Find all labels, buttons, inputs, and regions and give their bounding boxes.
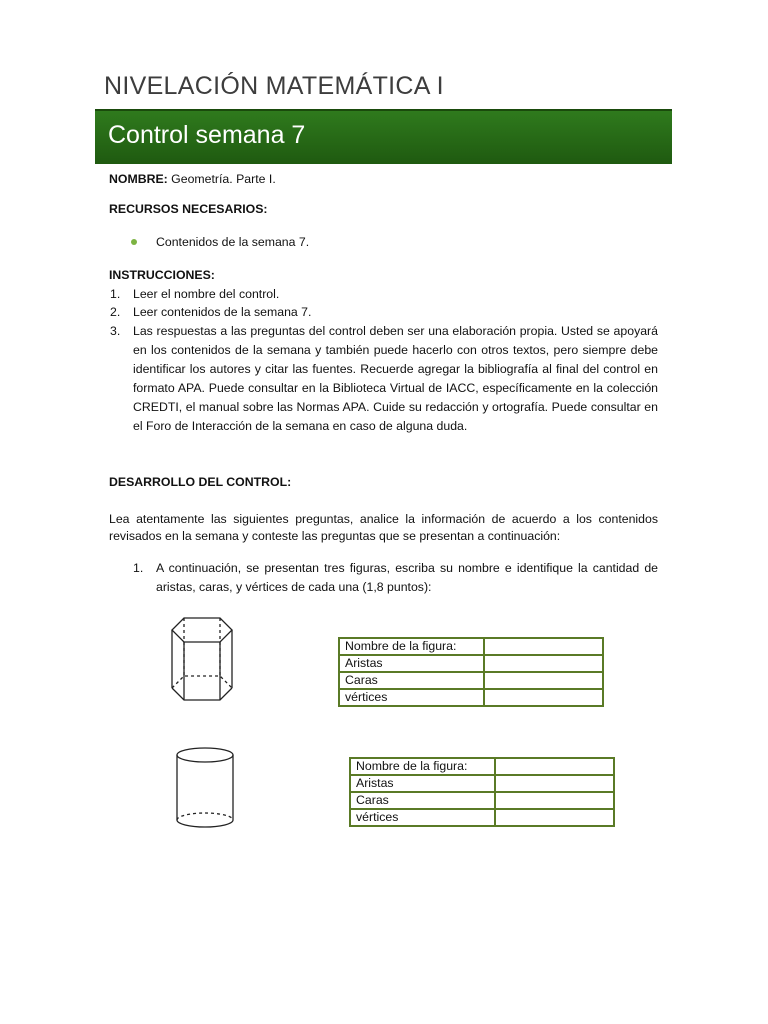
banner-title: Control semana 7 [108,121,306,149]
row-label: Caras [350,792,495,809]
instruction-text: Las respuestas a las preguntas del control deben ser una elaboración propia. Usted se apoyará en los contenidos de la semana y también puede hacerlo con otros textos, pero siempre debe identificar los autores y citar las fuentes. Recuerde agregar la bibliografía al final del control en formato APA. Puede consultar en la Biblioteca Virtual de IACC, específicamente en la colección CREDTI, el manual sobre las Normas APA. Cuide su redacción y ortografía. Puede consultar en el Foro de Interacción de la semana en caso de alguna duda. [133,324,658,433]
figure-table-1 [338,637,604,707]
row-label: Nombre de la figura: [350,758,495,775]
instruction-number: 1. [110,287,121,301]
table-row [339,689,603,706]
bullet-icon [131,239,137,245]
table-row [350,809,614,826]
answer-cell[interactable] [495,758,614,775]
row-label: Nombre de la figura: [339,638,484,655]
table-row [339,672,603,689]
desarrollo-label: DESARROLLO DEL CONTROL: [109,475,292,489]
table-row [350,792,614,809]
answer-cell[interactable] [495,809,614,826]
instruction-text: Leer contenidos de la semana 7. [133,305,312,319]
row-label: vértices [350,809,495,826]
row-label: Aristas [339,655,484,672]
desarrollo-intro: Lea atentamente las siguientes preguntas, analice la información de acuerdo a los contenidos revisados en la semana y conteste las preguntas que se presentan a continuación: [109,512,658,543]
course-title: NIVELACIÓN MATEMÁTICA I [104,72,444,100]
instruction-number: 2. [110,305,121,319]
answer-cell[interactable] [484,655,603,672]
answer-cell[interactable] [495,775,614,792]
recursos-item: Contenidos de la semana 7. [156,235,310,249]
recursos-label: RECURSOS NECESARIOS: [109,202,268,216]
answer-cell[interactable] [484,638,603,655]
nombre-value: Geometría. Parte I. [171,172,276,186]
table-row [339,638,603,655]
table-row [350,758,614,775]
header-banner [95,109,672,164]
question-text: A continuación, se presentan tres figuras, escriba su nombre e identifique la cantidad de aristas, caras, y vértices de cada una (1,8 puntos): [156,561,658,594]
nombre-label: NOMBRE: [109,172,168,186]
row-label: Aristas [350,775,495,792]
cylinder-icon [172,744,238,832]
instruction-number: 3. [110,324,121,338]
instrucciones-label: INSTRUCCIONES: [109,268,215,282]
hexagonal-prism-icon [168,614,238,706]
answer-cell[interactable] [484,672,603,689]
row-label: Caras [339,672,484,689]
table-row [350,775,614,792]
row-label: vértices [339,689,484,706]
table-row [339,655,603,672]
question-number: 1. [133,561,144,575]
nombre-line [109,170,276,189]
answer-cell[interactable] [484,689,603,706]
answer-cell[interactable] [495,792,614,809]
figure-table-2 [349,757,615,827]
instruction-text: Leer el nombre del control. [133,287,280,301]
